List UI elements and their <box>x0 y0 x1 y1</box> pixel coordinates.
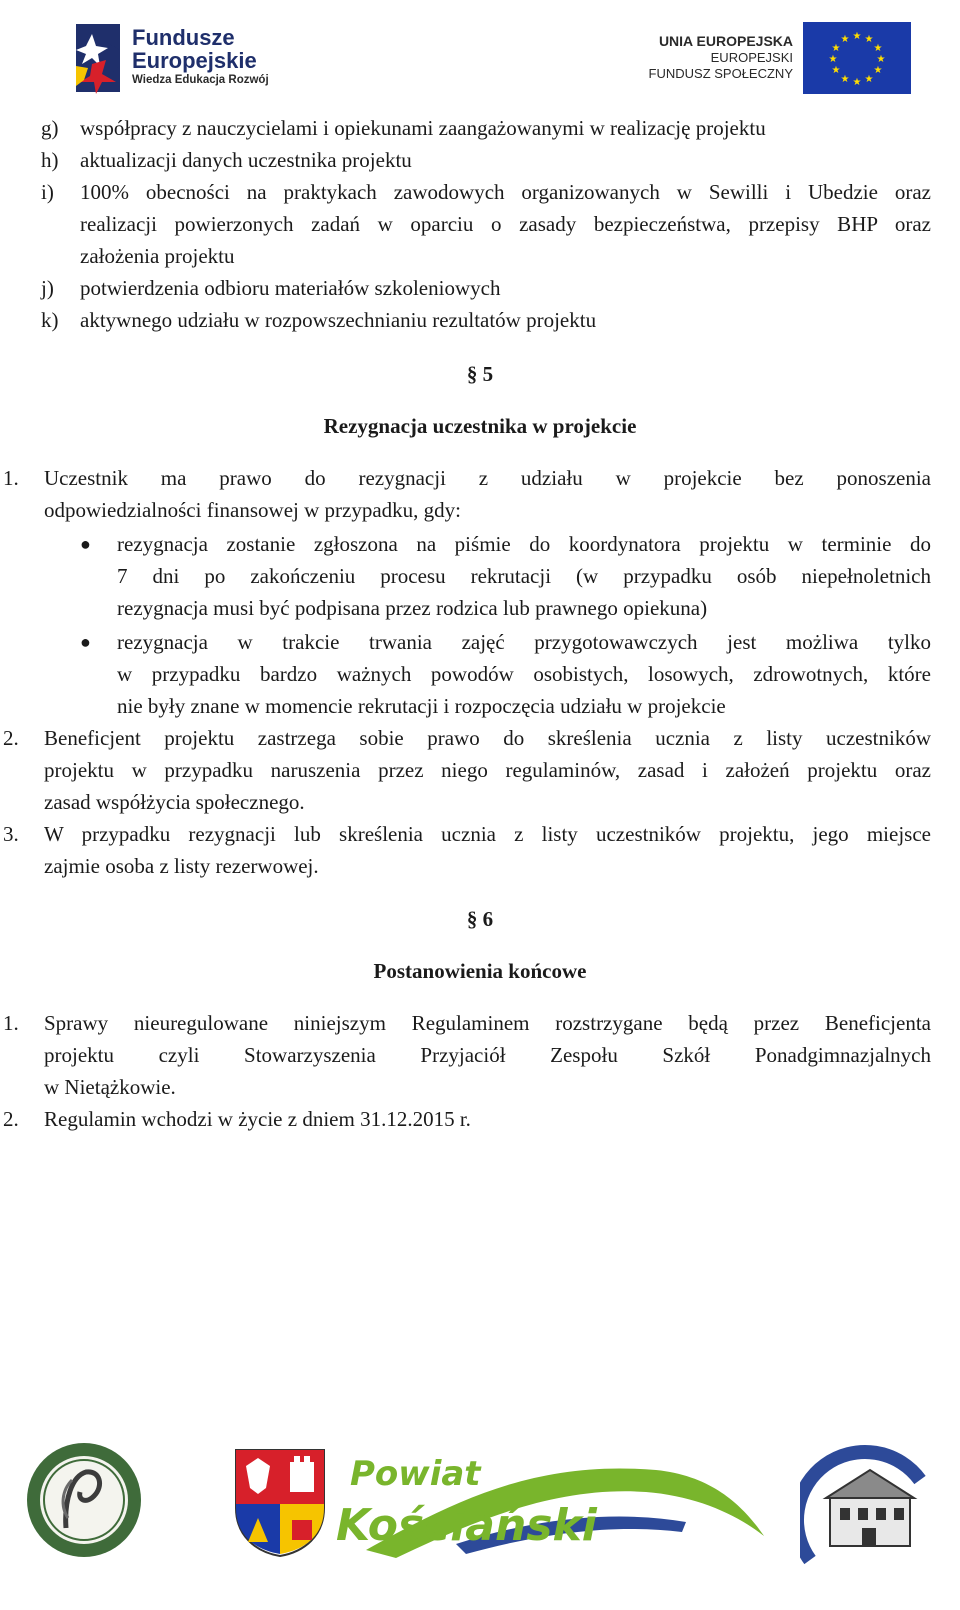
eu-flag-icon <box>803 22 911 94</box>
s5-p2-line1: Beneficjent projektu zastrzega sobie prawo do skreślenia ucznia z listy uczestników <box>44 726 931 750</box>
s5-bullet2-line2: w przypadku bardzo ważnych powodów osobistych, losowych, zdrowotnych, które <box>117 662 931 686</box>
fe-star-icon <box>72 20 128 98</box>
svg-text:★: ★ <box>852 31 862 42</box>
fe-logo-line1: Fundusze <box>132 25 235 50</box>
section5-title: Rezygnacja uczestnika w projekcie <box>323 414 637 438</box>
school-association-seal-icon <box>24 1440 144 1560</box>
bullet-icon: ● <box>80 632 91 652</box>
svg-text:★: ★ <box>828 54 838 65</box>
s5-bullet2-line1: rezygnacja w trakcie trwania zajęć przygotowawczych jest możliwa tylko <box>117 630 931 654</box>
s5-p2-label: 2. <box>3 726 19 750</box>
list-item-i-line2: realizacji powierzonych zadań w oparciu o zasady bezpieczeństwa, przepisy BHP oraz <box>80 212 931 236</box>
section6-title: Postanowienia końcowe <box>373 959 587 983</box>
s5-p1-line1: Uczestnik ma prawo do rezygnacji z udziału w projekcie bez ponoszenia <box>44 466 931 490</box>
list-item-h: aktualizacji danych uczestnika projektu <box>80 148 412 172</box>
svg-text:★: ★ <box>864 34 874 45</box>
s5-p1-label: 1. <box>3 466 19 490</box>
list-item-g: współpracy z nauczycielami i opiekunami zaangażowanymi w realizację projektu <box>80 116 766 140</box>
svg-text:★: ★ <box>873 43 883 54</box>
s5-p3-line1: W przypadku rezygnacji lub skreślenia ucznia z listy uczestników projektu, jego miejsce <box>44 822 931 846</box>
unia-europejska-logo <box>646 22 911 94</box>
s6-p1-line3: w Nietążkowie. <box>44 1075 176 1099</box>
fundusze-europejskie-logo <box>72 20 302 100</box>
svg-text:★: ★ <box>840 34 850 45</box>
ue-logo-line2: EUROPEJSKI <box>710 50 793 65</box>
svg-text:★: ★ <box>831 43 841 54</box>
svg-text:★: ★ <box>873 65 883 76</box>
list-item-j: potwierdzenia odbioru materiałów szkoleniowych <box>80 276 501 300</box>
s6-p2-line1: Regulamin wchodzi w życie z dniem 31.12.2015 r. <box>44 1107 471 1131</box>
s5-p3-line2: zajmie osoba z listy rezerwowej. <box>44 854 319 878</box>
s5-bullet1-line1: rezygnacja zostanie zgłoszona na piśmie do koordynatora projektu w terminie do <box>117 532 931 556</box>
powiat-logo-line2: Kościański <box>336 1500 597 1551</box>
fe-logo-line3: Wiedza Edukacja Rozwój <box>132 74 269 86</box>
s5-bullet2-line3: nie były znane w momencie rekrutacji i rozpoczęcia udziału w projekcie <box>117 694 726 718</box>
fe-logo-text <box>132 26 269 88</box>
s6-p1-label: 1. <box>3 1011 19 1035</box>
svg-text:★: ★ <box>852 77 862 88</box>
list-label-i: i) <box>41 180 54 204</box>
svg-text:★: ★ <box>876 54 886 65</box>
section5-number: § 5 <box>466 362 494 386</box>
svg-text:★: ★ <box>840 74 850 85</box>
ue-logo-text <box>649 32 793 82</box>
powiat-koscianski-logo <box>336 1440 766 1570</box>
powiat-logo-line1: Powiat <box>350 1454 481 1494</box>
svg-text:★: ★ <box>864 74 874 85</box>
fe-logo-line2: Europejskie <box>132 48 257 73</box>
school-logo <box>800 1440 930 1570</box>
s6-p1-line1: Sprawy nieuregulowane niniejszym Regulaminem rozstrzygane będą przez Beneficjenta <box>44 1011 931 1035</box>
s6-p1-line2: projektu czyli Stowarzyszenia Przyjaciół Zespołu Szkół Ponadgimnazjalnych <box>44 1043 931 1067</box>
school-building-icon <box>800 1440 930 1570</box>
list-label-k: k) <box>41 308 59 332</box>
list-label-g: g) <box>41 116 59 140</box>
s6-p2-label: 2. <box>3 1107 19 1131</box>
list-label-j: j) <box>41 276 54 300</box>
s5-p1-line2: odpowiedzialności finansowej w przypadku, gdy: <box>44 498 461 522</box>
s5-p2-line3: zasad współżycia społecznego. <box>44 790 305 814</box>
s5-p2-line2: projektu w przypadku naruszenia przez niego regulaminów, zasad i założeń projektu oraz <box>44 758 931 782</box>
powiat-coat-of-arms-icon <box>234 1448 326 1558</box>
section6-number: § 6 <box>466 907 494 931</box>
list-item-k: aktywnego udziału w rozpowszechnianiu rezultatów projektu <box>80 308 597 332</box>
ue-logo-line1: UNIA EUROPEJSKA <box>658 33 793 49</box>
list-label-h: h) <box>41 148 59 172</box>
ue-logo-line3: FUNDUSZ SPOŁECZNY <box>648 66 793 81</box>
bullet-icon: ● <box>80 534 91 554</box>
page-footer <box>0 1440 960 1610</box>
list-item-i-line3: założenia projektu <box>80 244 235 268</box>
page-header <box>0 0 960 110</box>
s5-p3-label: 3. <box>3 822 19 846</box>
s5-bullet1-line3: rezygnacja musi być podpisana przez rodzica lub prawnego opiekuna) <box>117 596 708 620</box>
list-item-i-line1: 100% obecności na praktykach zawodowych organizowanych w Sewilli i Ubedzie oraz <box>80 180 931 204</box>
s5-bullet1-line2: 7 dni po zakończeniu procesu rekrutacji (w przypadku osób niepełnoletnich <box>117 564 931 588</box>
svg-text:★: ★ <box>831 65 841 76</box>
